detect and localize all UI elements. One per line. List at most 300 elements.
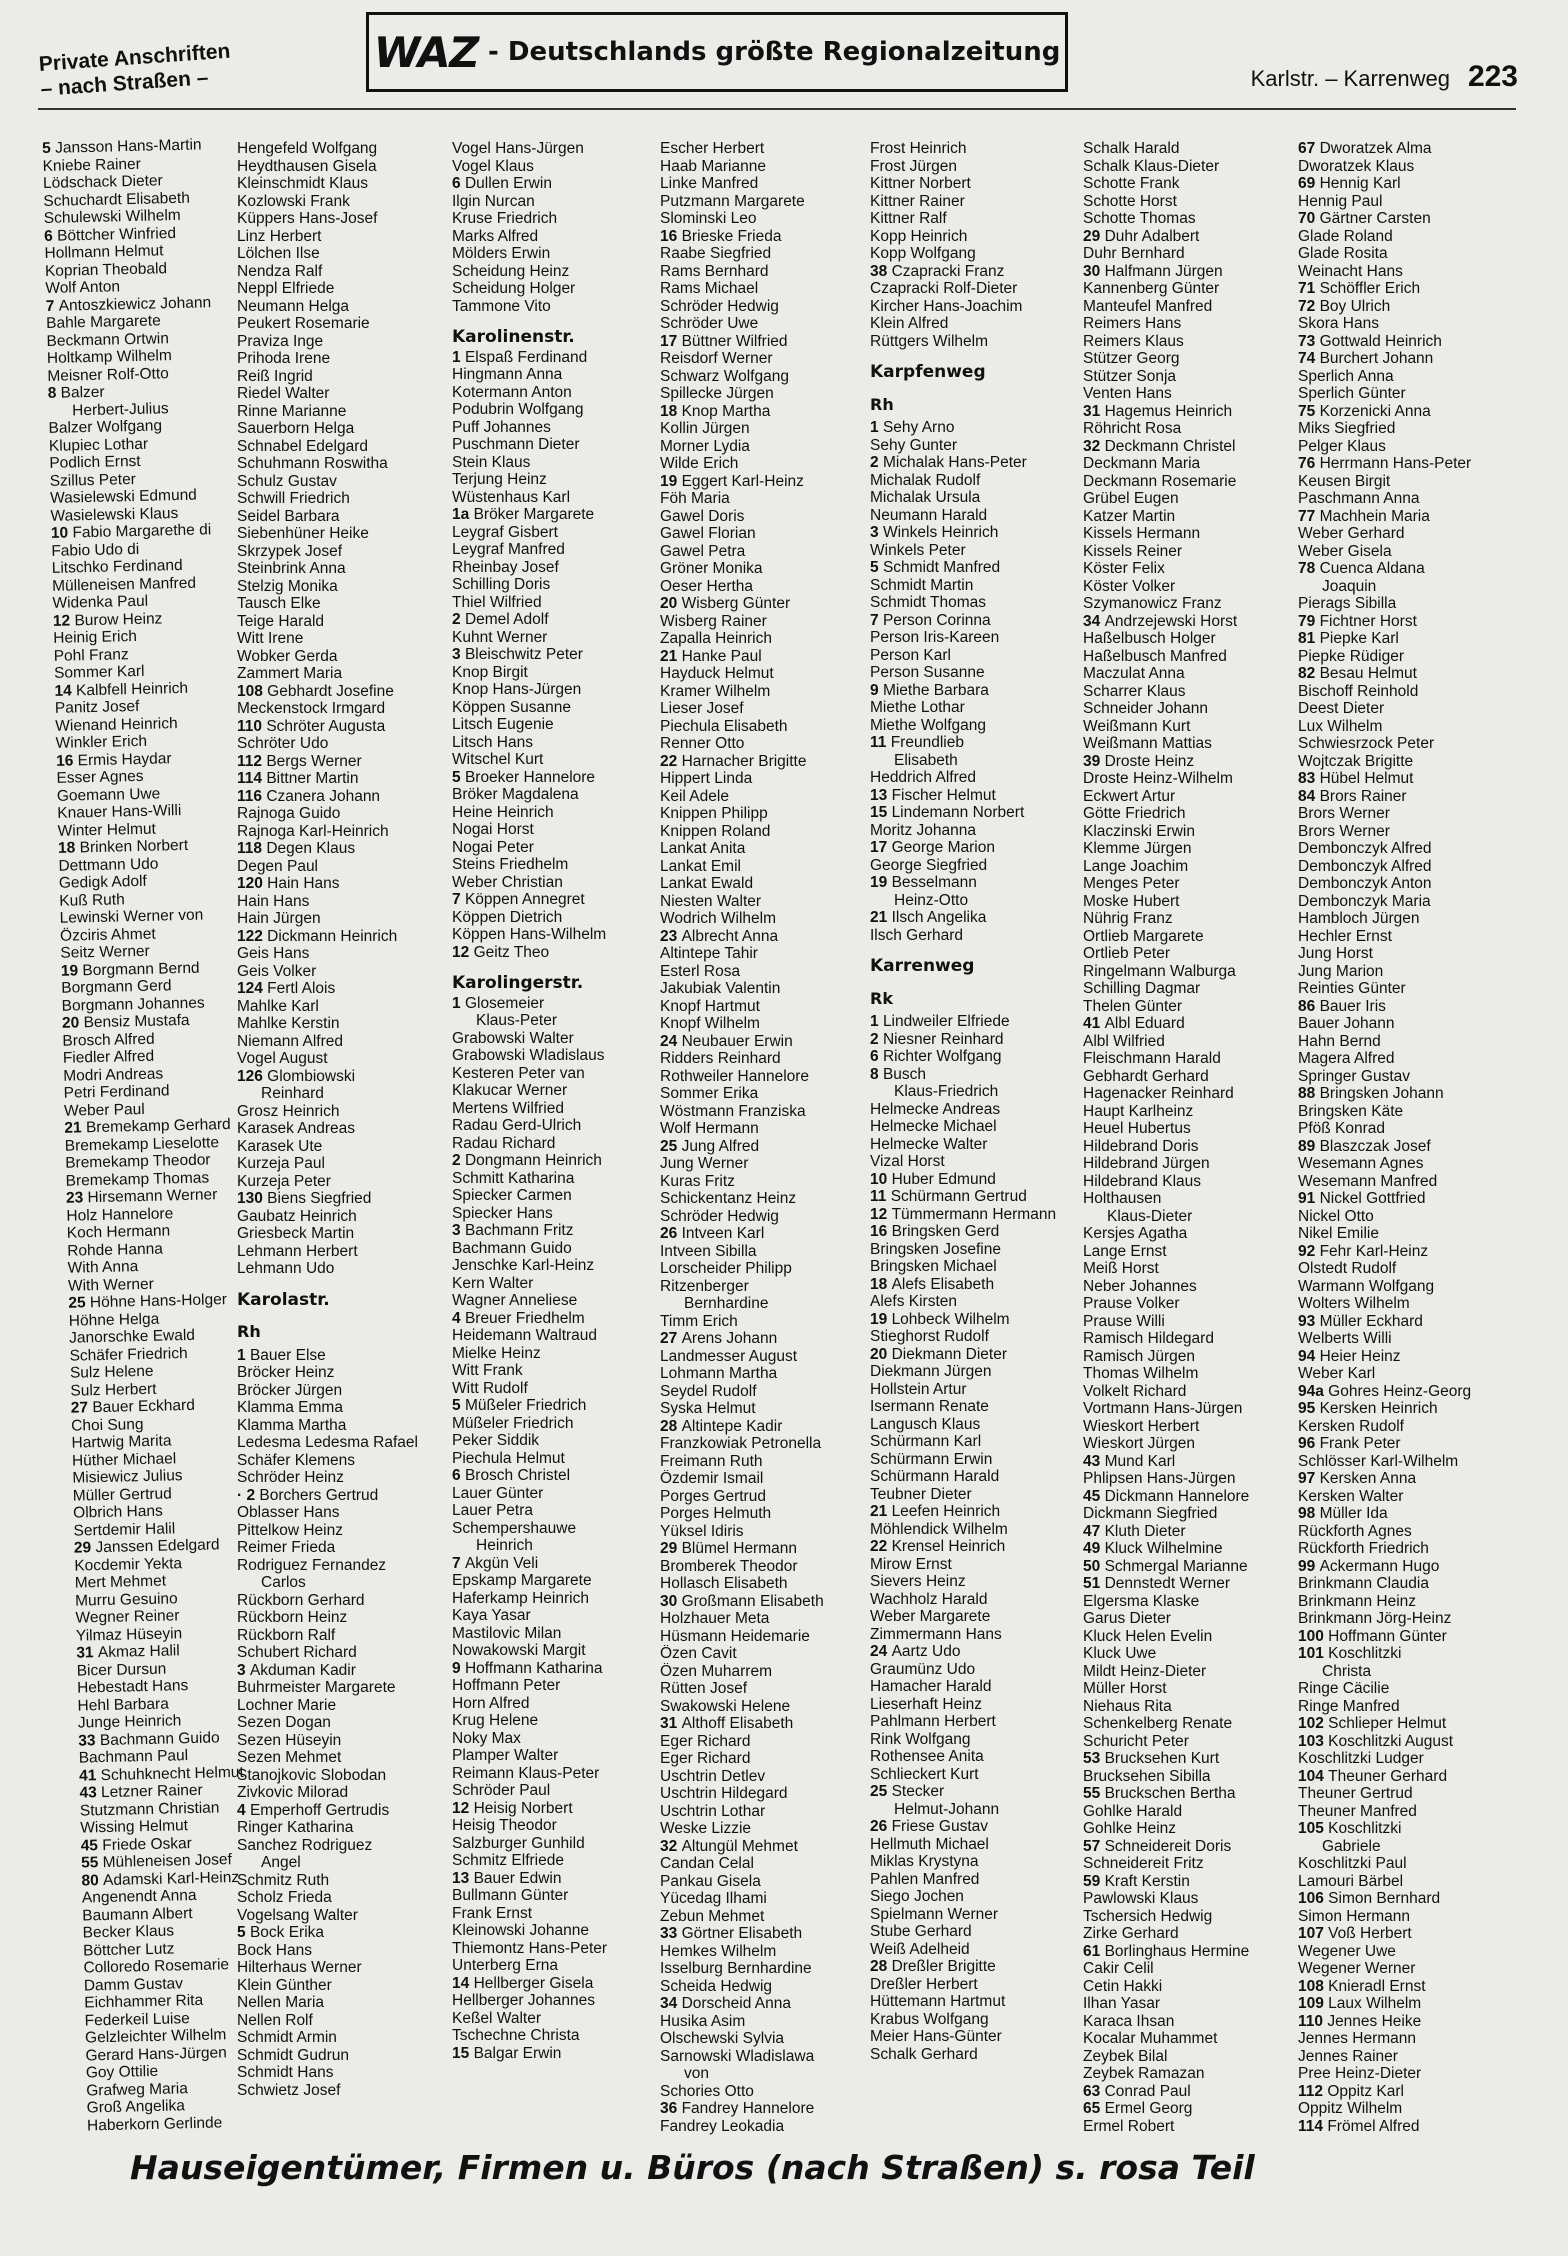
resident-entry bbox=[452, 1467, 657, 1485]
resident-entry: Hain Jürgen bbox=[237, 910, 321, 927]
resident-entry: Winkler Erich bbox=[55, 732, 148, 752]
resident-entry bbox=[1298, 1768, 1523, 1786]
resident-name: Borchers Gertrud bbox=[259, 1486, 379, 1504]
resident-name: Köppen Annegret bbox=[464, 891, 585, 908]
resident-entry: Pree Heinz-Dieter bbox=[1298, 2065, 1422, 2082]
resident-entry: Person Karl bbox=[870, 646, 951, 664]
resident-entry: Person Susanne bbox=[870, 664, 985, 681]
resident-entry: Holzhauer Meta bbox=[660, 1610, 770, 1627]
house-number: 38 bbox=[870, 262, 892, 280]
resident-entry: Bröcker Jürgen bbox=[237, 1381, 343, 1399]
resident-entry bbox=[237, 840, 455, 858]
house-number: 2 bbox=[452, 1152, 465, 1169]
resident-entry bbox=[1298, 1558, 1523, 1576]
resident-entry bbox=[1298, 333, 1523, 351]
resident-entry bbox=[1298, 2083, 1523, 2101]
resident-entry: Lehmann Herbert bbox=[237, 1242, 358, 1260]
resident-entry: Schuchardt Elisabeth bbox=[43, 189, 191, 210]
house-number: 13 bbox=[452, 1869, 474, 1887]
resident-name: Bleischwitz Peter bbox=[464, 646, 583, 663]
entry-continuation: Herbert-Julius bbox=[71, 399, 169, 419]
resident-entry: Köster Felix bbox=[1083, 560, 1165, 577]
resident-entry: Schwill Friedrich bbox=[237, 490, 350, 507]
resident-entry: Lödschack Dieter bbox=[42, 172, 163, 192]
resident-entry bbox=[870, 1223, 1082, 1241]
house-number: 86 bbox=[1298, 997, 1320, 1015]
resident-name: Hirsemann Werner bbox=[87, 1186, 218, 1207]
resident-name: Hain Hans bbox=[267, 875, 340, 892]
house-number: 101 bbox=[1298, 1645, 1329, 1662]
resident-name: Winkels Heinrich bbox=[882, 524, 999, 541]
house-number: 61 bbox=[1083, 1942, 1105, 1960]
resident-entry bbox=[870, 1171, 1082, 1189]
house-number: 27 bbox=[660, 1330, 682, 1347]
house-number: 25 bbox=[68, 1294, 91, 1312]
resident-name: Borlinghaus Hermine bbox=[1104, 1942, 1250, 1960]
resident-entry bbox=[870, 612, 1082, 630]
resident-entry: Meckenstock Irmgard bbox=[237, 700, 386, 717]
directory-column-5 bbox=[870, 140, 1082, 2063]
resident-name: Miethe Barbara bbox=[882, 681, 989, 699]
resident-entry: Putzmann Margarete bbox=[660, 192, 805, 210]
house-number: 10 bbox=[50, 524, 73, 542]
house-number: 16 bbox=[55, 751, 78, 770]
resident-entry: Meier Hans-Günter bbox=[870, 2028, 1002, 2045]
resident-entry: Rams Bernhard bbox=[660, 262, 769, 280]
resident-entry bbox=[1298, 770, 1523, 788]
resident-entry: Theuner Manfred bbox=[1298, 1802, 1417, 1820]
resident-entry bbox=[1298, 140, 1523, 158]
resident-entry: Schneider Johann bbox=[1083, 700, 1208, 717]
house-number: 27 bbox=[70, 1399, 93, 1417]
resident-entry: Schröder Hedwig bbox=[660, 297, 779, 315]
resident-name: Balgar Erwin bbox=[473, 2044, 562, 2062]
resident-entry: Teige Harald bbox=[237, 612, 325, 630]
house-number: 99 bbox=[1298, 1557, 1320, 1575]
house-number: 114 bbox=[1298, 2117, 1328, 2135]
resident-entry: Miklas Krystyna bbox=[870, 1853, 979, 1870]
resident-entry: Cetin Hakki bbox=[1083, 1977, 1163, 1995]
resident-entry: Goemann Uwe bbox=[56, 784, 161, 805]
resident-name: Hanke Paul bbox=[681, 647, 762, 665]
resident-entry: Hüsmann Heidemarie bbox=[660, 1627, 810, 1645]
house-number: 15 bbox=[452, 2044, 474, 2062]
resident-name: Bergs Werner bbox=[266, 752, 362, 770]
resident-entry: Lankat Ewald bbox=[660, 875, 754, 892]
resident-entry: Noky Max bbox=[452, 1729, 521, 1747]
resident-name: Bock Erika bbox=[249, 1924, 325, 1941]
resident-entry bbox=[237, 980, 455, 998]
resident-entry bbox=[1083, 1453, 1298, 1471]
resident-name: Antoszkiewicz Johann bbox=[58, 293, 212, 315]
resident-entry: Grübel Eugen bbox=[1083, 490, 1179, 507]
resident-entry: Heddrich Alfred bbox=[870, 769, 976, 786]
resident-name: Brieske Frieda bbox=[681, 227, 782, 245]
resident-entry: Tammone Vito bbox=[452, 297, 551, 315]
resident-entry bbox=[1298, 1400, 1523, 1418]
resident-entry bbox=[870, 874, 1082, 892]
house-number: 23 bbox=[65, 1189, 88, 1207]
resident-entry: Schlösser Karl-Wilhelm bbox=[1298, 1452, 1459, 1470]
resident-name: Althoff Elisabeth bbox=[681, 1715, 794, 1732]
house-number: 31 bbox=[660, 1715, 682, 1732]
resident-name: Michalak Hans-Peter bbox=[882, 454, 1027, 471]
resident-entry: Stützer Sonja bbox=[1083, 367, 1177, 385]
resident-entry: Schilling Dagmar bbox=[1083, 980, 1201, 997]
resident-entry: Bremekamp Thomas bbox=[65, 1168, 210, 1190]
resident-entry: Kluck Uwe bbox=[1083, 1645, 1157, 1662]
resident-name: Glosemeier bbox=[464, 994, 545, 1012]
resident-entry: Warmann Wolfgang bbox=[1298, 1277, 1435, 1295]
resident-entry bbox=[1298, 1348, 1523, 1366]
resident-name: Dorscheid Anna bbox=[681, 1995, 791, 2012]
resident-name: Tümmermann Hermann bbox=[891, 1205, 1057, 1223]
resident-name: Böttcher Winfried bbox=[56, 224, 177, 245]
resident-name: Gohres Heinz-Georg bbox=[1328, 1382, 1472, 1400]
house-number: 108 bbox=[1298, 1977, 1329, 1995]
house-number: 7 bbox=[45, 297, 59, 315]
resident-entry bbox=[870, 1311, 1082, 1329]
resident-name: Fischer Helmut bbox=[891, 786, 996, 804]
resident-entry: Schröder Hedwig bbox=[660, 1207, 779, 1225]
resident-entry: Bicer Dursun bbox=[76, 1660, 167, 1680]
resident-name: Albl Eduard bbox=[1104, 1015, 1185, 1032]
resident-entry: Wissing Helmut bbox=[80, 1817, 189, 1837]
resident-entry: Prause Volker bbox=[1083, 1295, 1180, 1312]
resident-entry: Pohl Franz bbox=[53, 645, 129, 665]
resident-entry: Rink Wolfgang bbox=[870, 1730, 971, 1748]
resident-entry bbox=[660, 1033, 870, 1051]
resident-entry: Wesemann Agnes bbox=[1298, 1155, 1424, 1172]
resident-entry: Özdemir Ismail bbox=[660, 1470, 764, 1487]
resident-entry: Kersken Walter bbox=[1298, 1487, 1404, 1505]
resident-entry: Scheida Hedwig bbox=[660, 1977, 773, 1995]
resident-entry: Köppen Hans-Wilhelm bbox=[452, 926, 607, 943]
house-number: 98 bbox=[1298, 1505, 1320, 1522]
resident-entry: Frank Ernst bbox=[452, 1904, 533, 1922]
resident-entry: Choi Sung bbox=[70, 1415, 144, 1435]
resident-entry: Yüksel Idiris bbox=[660, 1522, 744, 1540]
resident-entry bbox=[237, 875, 455, 893]
resident-name: Fabio Margarethe di bbox=[72, 521, 212, 542]
house-number: 4 bbox=[452, 1309, 465, 1327]
resident-name: Bachmann Guido bbox=[99, 1728, 220, 1749]
house-number: 81 bbox=[1298, 630, 1320, 647]
resident-entry bbox=[1083, 2083, 1298, 2101]
resident-entry: Sarnowski Wladislawa bbox=[660, 2047, 815, 2065]
house-number: 51 bbox=[1083, 1575, 1105, 1592]
entry-continuation: Angel bbox=[261, 1854, 301, 1871]
resident-entry: Schlieckert Kurt bbox=[870, 1765, 979, 1783]
street-heading: Karrenweg bbox=[870, 958, 975, 976]
resident-entry: Schröder Uwe bbox=[660, 315, 759, 332]
house-number: 65 bbox=[1083, 2100, 1105, 2117]
house-number: 93 bbox=[1298, 1312, 1320, 1330]
resident-name: Besau Helmut bbox=[1319, 665, 1417, 682]
entry-continuation: Elisabeth bbox=[894, 751, 958, 769]
resident-entry: Gröner Monika bbox=[660, 560, 763, 577]
resident-entry: Rohde Hanna bbox=[67, 1240, 164, 1260]
house-number: 5 bbox=[452, 1397, 465, 1414]
resident-entry: Podlich Ernst bbox=[49, 452, 141, 472]
resident-entry: Witt Rudolf bbox=[452, 1379, 528, 1397]
resident-entry: Wasielewski Klaus bbox=[50, 504, 179, 525]
resident-name: Ackermann Hugo bbox=[1319, 1557, 1440, 1575]
resident-name: Dreßler Brigitte bbox=[891, 1958, 996, 1975]
resident-entry: Schalk Harald bbox=[1083, 140, 1180, 157]
resident-entry: Scheidung Heinz bbox=[452, 262, 570, 280]
resident-name: Theuner Gerhard bbox=[1328, 1767, 1448, 1785]
house-number: 100 bbox=[1298, 1627, 1329, 1645]
resident-entry: Nowakowski Margit bbox=[452, 1642, 586, 1659]
resident-entry: Sievers Heinz bbox=[870, 1573, 966, 1590]
resident-entry: Pahlen Manfred bbox=[870, 1870, 980, 1888]
resident-entry: Menges Peter bbox=[1083, 875, 1180, 892]
resident-name: Görtner Elisabeth bbox=[681, 1925, 803, 1942]
resident-entry: Lange Joachim bbox=[1083, 857, 1189, 875]
resident-name: Lindemann Norbert bbox=[891, 804, 1025, 821]
resident-entry: Holtkamp Wilhelm bbox=[46, 347, 173, 367]
resident-entry: Brinkmann Jörg-Heinz bbox=[1298, 1610, 1452, 1627]
directory-column-3 bbox=[452, 140, 657, 2062]
house-number: 30 bbox=[660, 1592, 682, 1610]
resident-entry: Heine Heinrich bbox=[452, 803, 554, 821]
resident-entry bbox=[660, 1715, 870, 1733]
resident-entry: Zeybek Bilal bbox=[1083, 2047, 1168, 2065]
resident-entry: Terjung Heinz bbox=[452, 471, 547, 488]
resident-entry: With Werner bbox=[67, 1275, 155, 1295]
resident-entry: Kuras Fritz bbox=[660, 1172, 735, 1190]
house-number: 78 bbox=[1298, 560, 1320, 577]
resident-entry: Wöstmann Franziska bbox=[660, 1102, 806, 1120]
resident-entry: Stützer Georg bbox=[1083, 350, 1180, 367]
resident-entry: Hildebrand Jürgen bbox=[1083, 1155, 1210, 1172]
house-number: 6 bbox=[452, 1467, 465, 1484]
resident-entry bbox=[870, 263, 1082, 281]
house-number: 105 bbox=[1298, 1820, 1329, 1837]
resident-name: Bensiz Mustafa bbox=[83, 1011, 190, 1032]
house-number: 71 bbox=[1298, 280, 1320, 297]
resident-name: Gärtner Carsten bbox=[1319, 210, 1431, 227]
resident-entry: Wodrich Wilhelm bbox=[660, 910, 776, 927]
resident-entry: Gerard Hans-Jürgen bbox=[85, 2043, 227, 2065]
resident-entry: Dembonczyk Alfred bbox=[1298, 840, 1432, 857]
resident-entry: Sezen Hüseyin bbox=[237, 1731, 342, 1749]
resident-name: Lindweiler Elfriede bbox=[882, 1013, 1010, 1030]
resident-entry: Hahn Bernd bbox=[1298, 1032, 1381, 1050]
resident-name: Broeker Hannelore bbox=[464, 768, 596, 786]
house-number: 32 bbox=[1083, 437, 1105, 455]
house-number: 24 bbox=[660, 1032, 682, 1050]
resident-entry: Schneidereit Fritz bbox=[1083, 1855, 1204, 1872]
resident-entry: Wegener Uwe bbox=[1298, 1942, 1396, 1960]
house-number: 43 bbox=[1083, 1452, 1105, 1470]
resident-entry: Puschmann Dieter bbox=[452, 436, 580, 453]
resident-entry: Oeser Hertha bbox=[660, 577, 754, 595]
house-number: 11 bbox=[870, 1188, 891, 1205]
resident-entry: Cakir Celil bbox=[1083, 1960, 1154, 1977]
resident-entry: Person Iris-Kareen bbox=[870, 629, 1000, 646]
house-number: 45 bbox=[80, 1836, 103, 1855]
house-number: 5 bbox=[237, 1924, 250, 1941]
resident-entry: Lorscheider Philipp bbox=[660, 1260, 792, 1277]
resident-entry: Thomas Wilhelm bbox=[1083, 1365, 1199, 1382]
resident-entry: Katzer Martin bbox=[1083, 507, 1176, 525]
resident-entry: Kannenberg Günter bbox=[1083, 280, 1220, 297]
resident-entry bbox=[1298, 508, 1523, 526]
resident-entry: Seydel Rudolf bbox=[660, 1382, 757, 1400]
resident-entry bbox=[870, 1013, 1082, 1031]
resident-entry: Thelen Günter bbox=[1083, 997, 1183, 1015]
resident-entry: Lewinski Werner von bbox=[59, 906, 204, 927]
house-number: 21 bbox=[660, 647, 682, 665]
resident-name: Oppitz Karl bbox=[1327, 2082, 1404, 2100]
house-number: 18 bbox=[57, 839, 80, 857]
resident-entry: Mildt Heinz-Dieter bbox=[1083, 1662, 1207, 1680]
resident-entry: Wegener Werner bbox=[1298, 1960, 1416, 1977]
masthead-tagline: - Deutschlands größte Regionalzeitung bbox=[488, 37, 1061, 67]
resident-name: Fertl Alois bbox=[267, 980, 336, 997]
resident-entry bbox=[870, 909, 1082, 927]
resident-entry: Rückborn Ralf bbox=[237, 1626, 336, 1644]
house-number: 1 bbox=[452, 994, 465, 1012]
house-number: 63 bbox=[1083, 2082, 1105, 2100]
resident-name: Müller Ida bbox=[1319, 1505, 1388, 1522]
resident-entry: Vogelsang Walter bbox=[237, 1906, 358, 1924]
entry-continuation: Klaus-Peter bbox=[476, 1012, 557, 1029]
resident-entry: Höhne Helga bbox=[68, 1310, 160, 1330]
resident-entry: Schempershauwe bbox=[452, 1519, 577, 1537]
resident-entry: Zeybek Ramazan bbox=[1083, 2065, 1205, 2082]
resident-entry bbox=[1298, 665, 1523, 683]
house-number: 7 bbox=[452, 1554, 465, 1572]
house-number: 24 bbox=[870, 1643, 892, 1660]
street-heading: Karolinenstr. bbox=[452, 329, 575, 347]
house-number: 1a bbox=[452, 506, 474, 523]
house-number: 33 bbox=[78, 1731, 101, 1750]
resident-name: Krensel Heinrich bbox=[891, 1538, 1006, 1555]
resident-entry: Kotermann Anton bbox=[452, 383, 572, 401]
house-number: 9 bbox=[452, 1659, 465, 1677]
house-number: 73 bbox=[1298, 332, 1320, 350]
resident-entry: Czapracki Rolf-Dieter bbox=[870, 280, 1018, 297]
resident-entry bbox=[1298, 2013, 1523, 2031]
resident-entry bbox=[452, 1870, 657, 1888]
resident-entry: Tschechne Christa bbox=[452, 2027, 580, 2044]
resident-entry bbox=[1298, 1505, 1523, 1523]
resident-entry: Köster Volker bbox=[1083, 577, 1176, 595]
resident-entry: Balzer Wolfgang bbox=[48, 417, 163, 437]
resident-name: Bröker Margarete bbox=[473, 506, 595, 523]
resident-entry: Kocdemir Yekta bbox=[74, 1554, 183, 1575]
resident-entry: Schmidt Thomas bbox=[870, 594, 987, 611]
resident-entry: Ridders Reinhard bbox=[660, 1050, 781, 1067]
resident-entry: Yücedag Ilhami bbox=[660, 1890, 767, 1907]
resident-entry bbox=[1083, 2100, 1298, 2118]
house-number: 28 bbox=[660, 1417, 682, 1435]
resident-entry bbox=[1298, 1628, 1523, 1646]
resident-entry: Müßeler Friedrich bbox=[452, 1414, 574, 1432]
house-number: 41 bbox=[78, 1766, 101, 1785]
house-number: 5 bbox=[870, 559, 883, 576]
resident-entry: Sperlich Anna bbox=[1298, 367, 1394, 385]
resident-entry: Prihoda Irene bbox=[237, 350, 331, 367]
resident-entry bbox=[1298, 175, 1523, 193]
house-number: 8 bbox=[47, 384, 61, 402]
resident-entry: Lankat Emil bbox=[660, 857, 741, 875]
resident-entry: Olschewski Sylvia bbox=[660, 2030, 785, 2047]
resident-entry: Geis Hans bbox=[237, 945, 310, 962]
resident-entry: Schröter Udo bbox=[237, 735, 329, 752]
resident-entry: Knop Hans-Jürgen bbox=[452, 681, 582, 698]
resident-entry: Ortlieb Margarete bbox=[1083, 927, 1204, 945]
resident-entry: Hüttemann Hartmut bbox=[870, 1993, 1006, 2010]
resident-name: Bruckschen Bertha bbox=[1104, 1785, 1236, 1802]
resident-entry: Röhricht Rosa bbox=[1083, 420, 1182, 437]
resident-entry: Wilde Erich bbox=[660, 455, 739, 472]
resident-name: Stecker bbox=[891, 1783, 945, 1800]
resident-entry bbox=[1083, 1838, 1298, 1856]
resident-entry bbox=[660, 1418, 870, 1436]
resident-entry: Kocalar Muhammet bbox=[1083, 2030, 1218, 2047]
resident-entry: Zirke Gerhard bbox=[1083, 1925, 1179, 1942]
resident-name: Dongmann Heinrich bbox=[464, 1152, 602, 1169]
resident-entry: Wolters Wilhelm bbox=[1298, 1295, 1410, 1312]
resident-entry bbox=[237, 1802, 455, 1820]
resident-entry: Litschko Ferdinand bbox=[51, 556, 183, 577]
resident-entry: Kurzeja Peter bbox=[237, 1172, 331, 1190]
house-number: 14 bbox=[452, 1974, 474, 1992]
resident-entry bbox=[660, 1925, 870, 1943]
resident-entry bbox=[1083, 1785, 1298, 1803]
resident-name: Schmidt Manfred bbox=[882, 559, 1001, 576]
resident-entry bbox=[452, 1152, 657, 1170]
resident-entry: Groß Angelika bbox=[86, 2097, 186, 2117]
resident-entry: Bachmann Paul bbox=[78, 1747, 189, 1767]
resident-name: Mühleneisen Josef bbox=[102, 1851, 233, 1872]
resident-entry: Kruse Friedrich bbox=[452, 210, 558, 227]
resident-name: Besselmann bbox=[891, 874, 977, 891]
resident-entry bbox=[870, 454, 1082, 472]
resident-entry: Litsch Eugenie bbox=[452, 716, 554, 733]
resident-entry: Hayduck Helmut bbox=[660, 665, 774, 682]
resident-entry: Lehmann Udo bbox=[237, 1260, 335, 1277]
resident-entry: Hoffmann Peter bbox=[452, 1677, 561, 1694]
resident-entry: George Siegfried bbox=[870, 856, 988, 874]
resident-entry bbox=[237, 1662, 455, 1680]
resident-entry: Köppen Susanne bbox=[452, 698, 571, 716]
house-number: 17 bbox=[870, 839, 892, 856]
resident-entry: Hemkes Wilhelm bbox=[660, 1942, 777, 1960]
resident-entry bbox=[870, 1643, 1082, 1661]
resident-entry: Eger Richard bbox=[660, 1732, 751, 1750]
house-number: 22 bbox=[870, 1538, 892, 1555]
resident-entry bbox=[1298, 210, 1523, 228]
resident-entry: Degen Paul bbox=[237, 857, 319, 875]
resident-entry: Schwiesrzock Peter bbox=[1298, 735, 1435, 752]
resident-name: Boy Ulrich bbox=[1319, 297, 1391, 315]
resident-name: Höhne Hans-Holger bbox=[89, 1291, 228, 1312]
resident-entry: Isermann Renate bbox=[870, 1398, 989, 1415]
resident-entry bbox=[452, 349, 657, 367]
resident-name: Albrecht Anna bbox=[681, 927, 779, 945]
resident-name: Schneidereit Doris bbox=[1104, 1837, 1232, 1855]
resident-entry: Schotte Horst bbox=[1083, 192, 1177, 210]
resident-entry: Lohmann Martha bbox=[660, 1365, 778, 1382]
resident-entry: Weber Gerhard bbox=[1298, 525, 1405, 542]
house-number: 130 bbox=[237, 1190, 268, 1207]
resident-entry bbox=[1298, 1470, 1523, 1488]
